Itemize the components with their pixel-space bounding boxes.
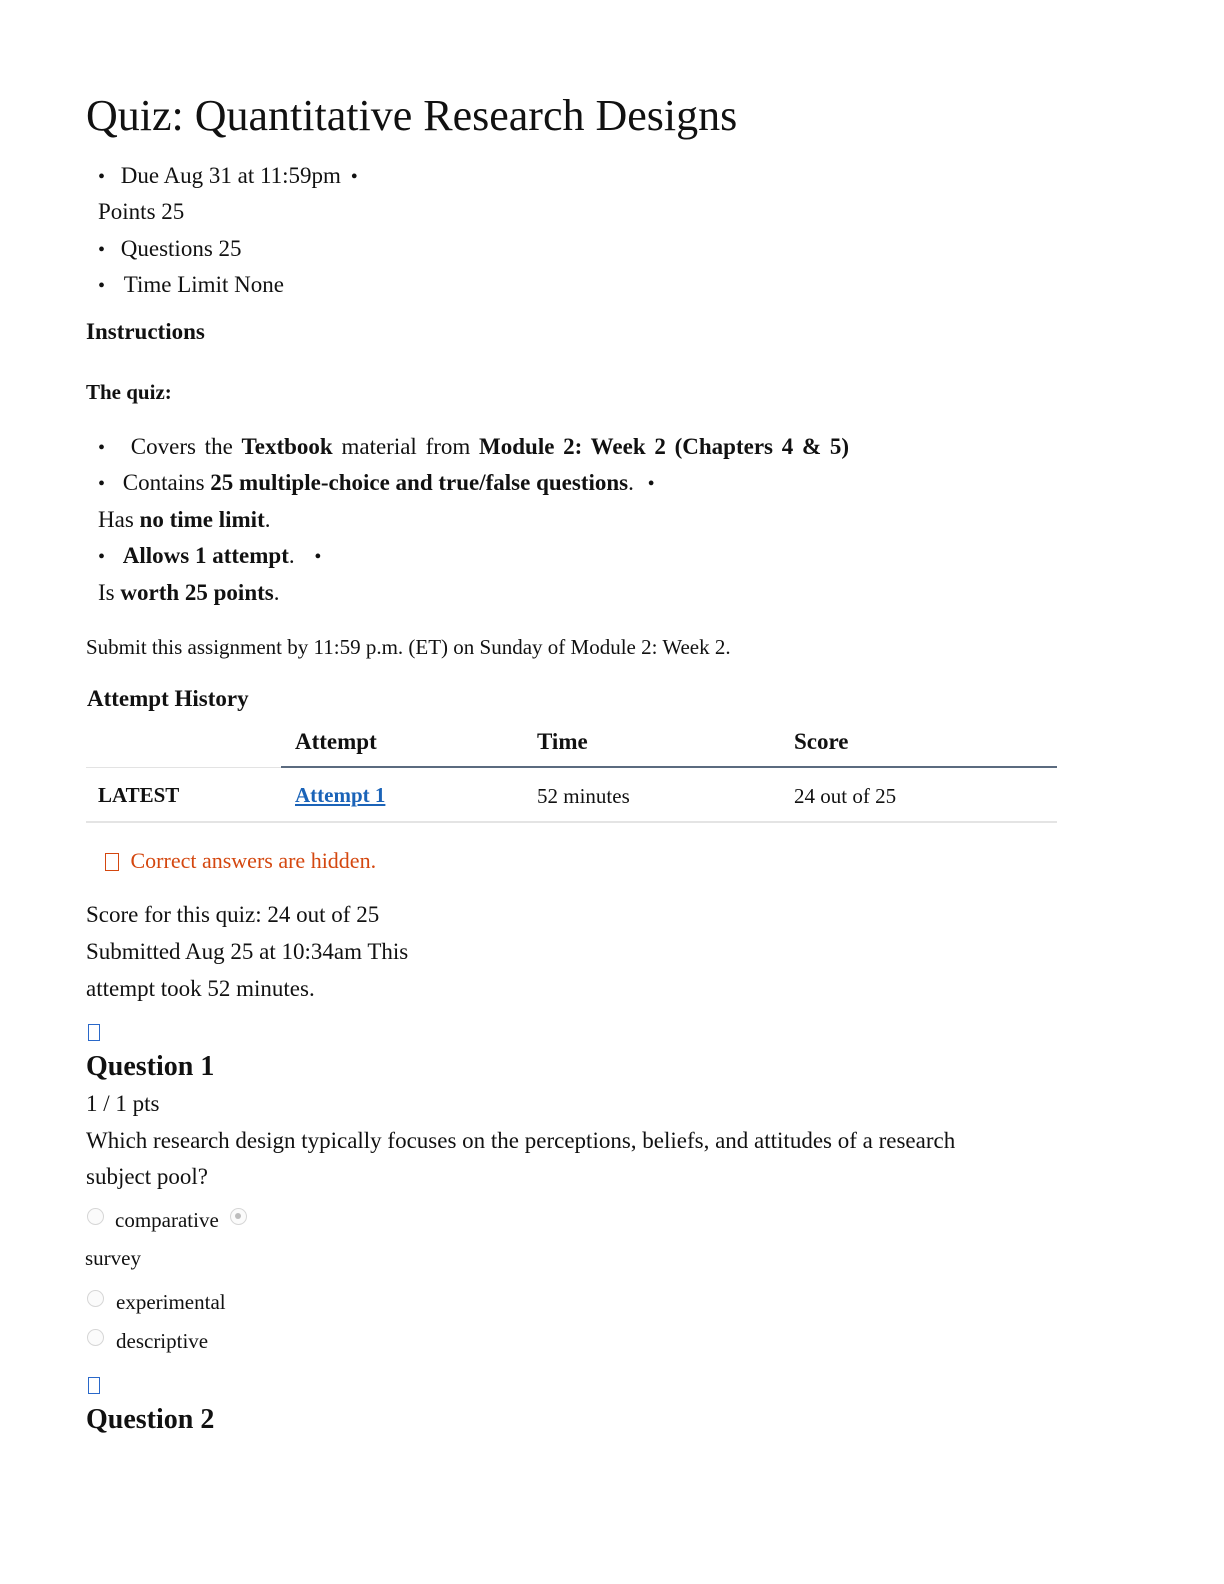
question-1-title: Question 1 [86,1051,215,1082]
answer-comparative[interactable]: comparative [115,1208,219,1232]
item2-bold: 25 multiple-choice and true/false questions [210,470,629,495]
answer-descriptive[interactable]: descriptive [116,1329,209,1353]
meta-questions-row [98,234,242,265]
attempt-duration: attempt took 52 minutes. [86,976,315,1001]
flag-question-icon[interactable] [88,1377,100,1394]
bullet: • [98,239,106,261]
page-title: Quiz: Quantitative Research Designs [86,91,738,140]
bullet: • [647,473,655,495]
questions-count: Questions 25 [120,236,242,261]
item1-text-mid: material from [332,434,480,459]
item4-period: . [288,543,295,568]
header-rule [281,766,1057,768]
instructions-heading: Instructions [86,319,205,344]
instruction-item-4 [98,541,321,572]
question-1-text-line-1: Which research design typically focuses on the perceptions, beliefs, and attitudes of a research [86,1128,956,1153]
latest-label: LATEST [98,783,180,807]
correct-answers-hidden-notice [105,848,376,874]
item5-bold: worth 25 points [120,580,274,605]
item2-period: . [628,470,634,495]
item3-period: . [264,507,271,532]
instruction-item-5 [98,578,279,608]
item5-period: . [273,580,280,605]
bullet: • [98,437,106,459]
instruction-item-3 [98,505,270,535]
answer-experimental[interactable]: experimental [116,1290,226,1314]
item2-text: Contains [122,470,211,495]
answer-survey[interactable]: survey [85,1246,141,1270]
attempt-score: 24 out of 25 [794,784,897,808]
header-rule-left [86,767,281,768]
meta-due-row [98,161,358,192]
time-limit: Time Limit None [123,272,284,297]
column-header-attempt: Attempt [295,729,377,754]
item1-text: Covers the [130,434,242,459]
question-1-points: 1 / 1 pts [86,1091,160,1116]
instruction-item-2 [98,468,655,499]
column-header-score: Score [794,729,849,754]
column-header-time: Time [537,729,588,754]
question-2-title: Question 2 [86,1404,215,1435]
bullet: • [98,166,106,188]
bullet: • [98,546,106,568]
item1-bold-textbook: Textbook [241,434,333,459]
bullet: • [314,546,322,568]
table-bottom-rule [86,821,1057,823]
instruction-item-1 [98,432,849,463]
attempt-time: 52 minutes [537,784,630,808]
radio-experimental[interactable] [87,1290,104,1307]
question-1-text-line-2: subject pool? [86,1164,208,1189]
attempt-history-heading: Attempt History [87,686,249,711]
item5-text: Is [98,580,121,605]
correct-answers-hidden-text: Correct answers are hidden. [130,848,377,873]
meta-time-limit-row [98,270,284,301]
item4-bold: Allows 1 attempt [122,543,289,568]
item3-text: Has [98,507,140,532]
radio-descriptive[interactable] [87,1329,104,1346]
quiz-label: The quiz: [86,380,172,404]
score-summary: Score for this quiz: 24 out of 25 [86,902,380,927]
item3-bold: no time limit [139,507,265,532]
meta-points: Points 25 [98,199,185,224]
flag-question-icon[interactable] [88,1024,100,1041]
radio-survey[interactable] [230,1208,247,1225]
warning-icon [105,853,119,871]
submit-note: Submit this assignment by 11:59 p.m. (ET) on Sunday of Module 2: Week 2. [86,635,731,659]
attempt-1-link[interactable]: Attempt 1 [295,783,386,807]
submitted-info: Submitted Aug 25 at 10:34am This [86,939,409,964]
bullet: • [350,166,358,188]
item1-bold-module: Module 2: Week 2 (Chapters 4 & 5) [479,434,850,459]
bullet: • [98,473,106,495]
bullet: • [98,275,106,297]
radio-comparative[interactable] [87,1208,104,1225]
due-date: Due Aug 31 at 11:59pm [120,163,341,188]
